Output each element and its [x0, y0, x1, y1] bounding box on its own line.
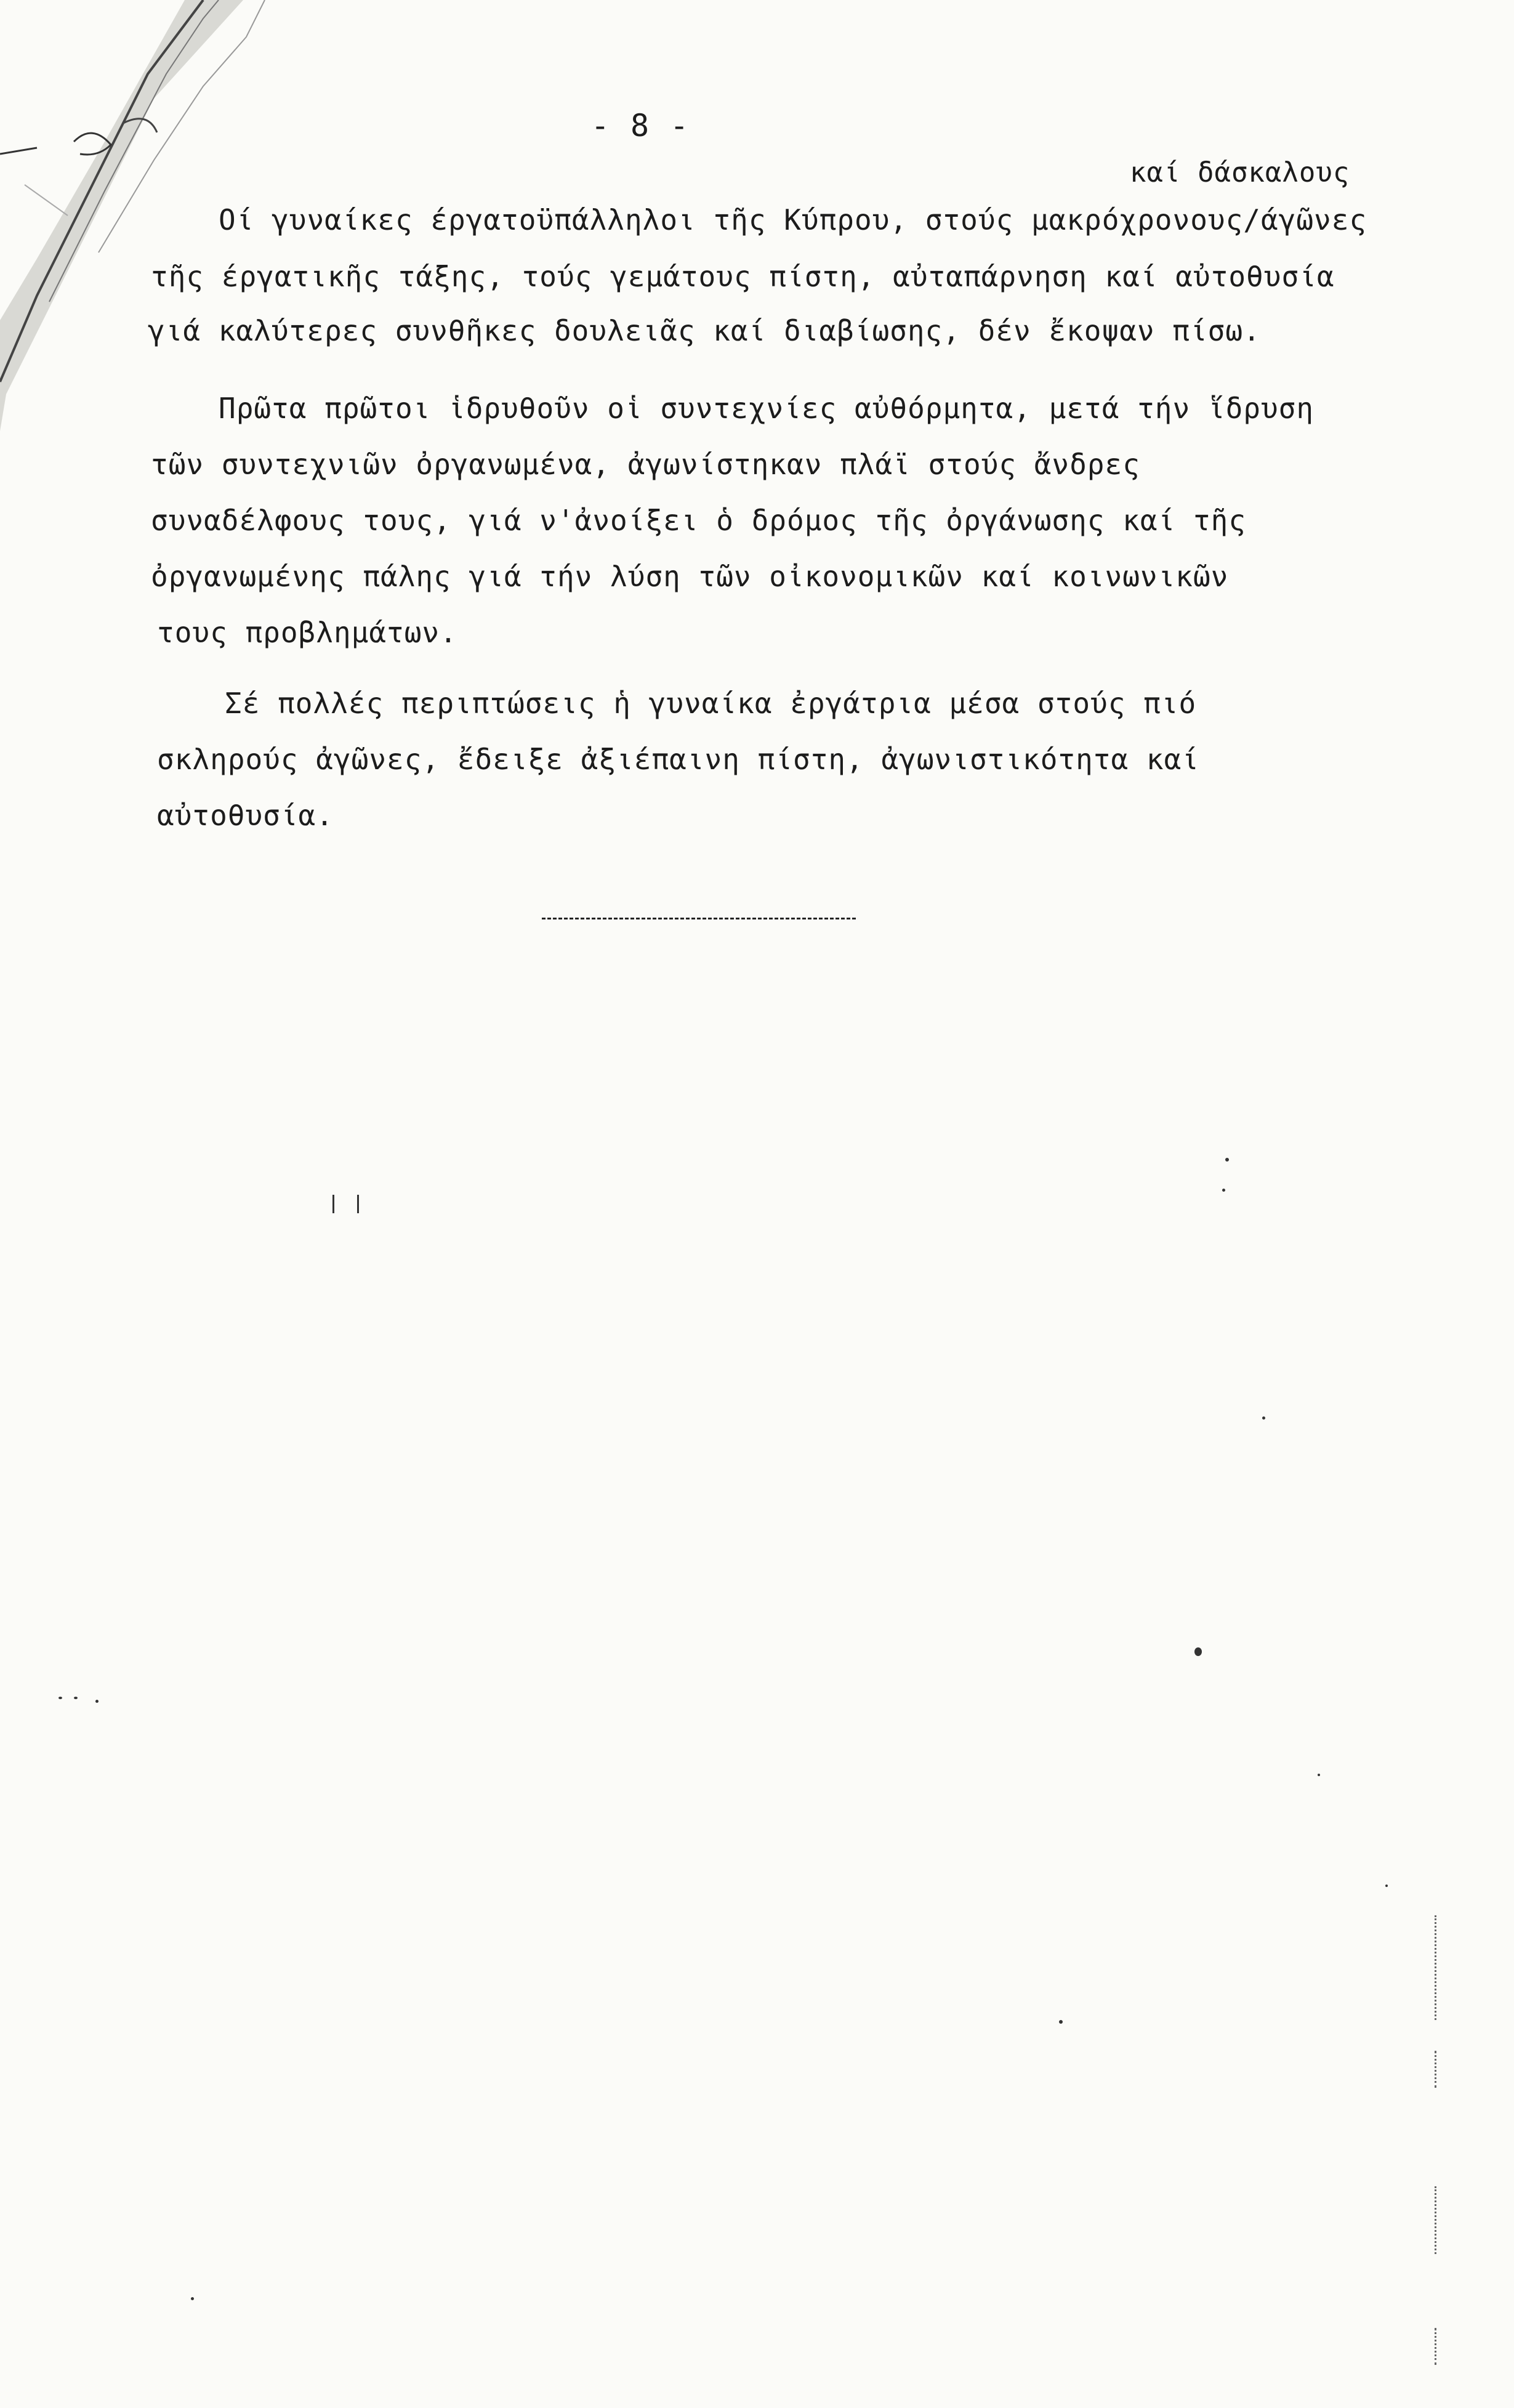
scan-speck [1262, 1416, 1265, 1420]
text-line: Σέ πολλές περιπτώσεις ἡ γυναίκα ἐργάτρια μέσα στούς πιό [225, 687, 1197, 720]
handwritten-insertion: καί δάσκαλους [1130, 157, 1350, 188]
section-divider [542, 918, 856, 919]
text-line: συναδέλφους τους, γιά ν'ἀνοίξει ὁ δρόμος τῆς ὀργάνωσης καί τῆς [151, 504, 1247, 537]
text-line: αὐτοθυσία. [157, 799, 334, 832]
scan-speck [95, 1700, 99, 1703]
margin-dots [1435, 2186, 1438, 2254]
scan-speck [1318, 1774, 1320, 1776]
text-line: τους προβλημάτων. [157, 616, 457, 649]
margin-dots [1435, 2328, 1438, 2365]
margin-dots [1435, 1915, 1438, 2020]
text-line: σκληρούς ἀγῶνες, ἔδειξε ἀξιέπαινη πίστη, ἀγωνιστικότητα καί [157, 743, 1199, 776]
text-line: τῆς έργατικῆς τάξης, τούς γεμάτους πίστη, αὐταπάρνηση καί αὐτοθυσία [151, 260, 1335, 293]
text-line: τῶν συντεχνιῶν ὀργανωμένα, ἀγωνίστηκαν πλάϊ στούς ἄνδρες [151, 448, 1140, 481]
scan-speck [1385, 1885, 1388, 1887]
scan-speck [357, 1195, 359, 1213]
page-number: - 8 - [590, 108, 690, 143]
text-line: Οί γυναίκες έργατοϋπάλληλοι τῆς Κύπρου, στούς μακρόχρονους/άγῶνες [219, 203, 1367, 236]
margin-dots [1435, 2051, 1438, 2088]
scan-speck [1059, 2020, 1063, 2024]
scan-speck [1225, 1158, 1229, 1162]
scan-speck [332, 1195, 334, 1213]
scan-speck [191, 2297, 194, 2300]
scan-speck [74, 1697, 78, 1699]
scan-speck [1194, 1647, 1202, 1656]
text-line: γιά καλύτερες συνθῆκες δουλειᾶς καί διαβίωσης, δέν ἔκοψαν πίσω. [148, 314, 1261, 347]
scan-speck [1222, 1189, 1225, 1192]
text-line: Πρῶτα πρῶτοι ἱδρυθοῦν οἱ συντεχνίες αὐθόρμητα, μετά τήν ἵδρυση [219, 392, 1315, 425]
text-line: ὀργανωμένης πάλης γιά τήν λύση τῶν οἰκονομικῶν καί κοινωνικῶν [151, 560, 1229, 593]
scan-speck [58, 1697, 62, 1699]
